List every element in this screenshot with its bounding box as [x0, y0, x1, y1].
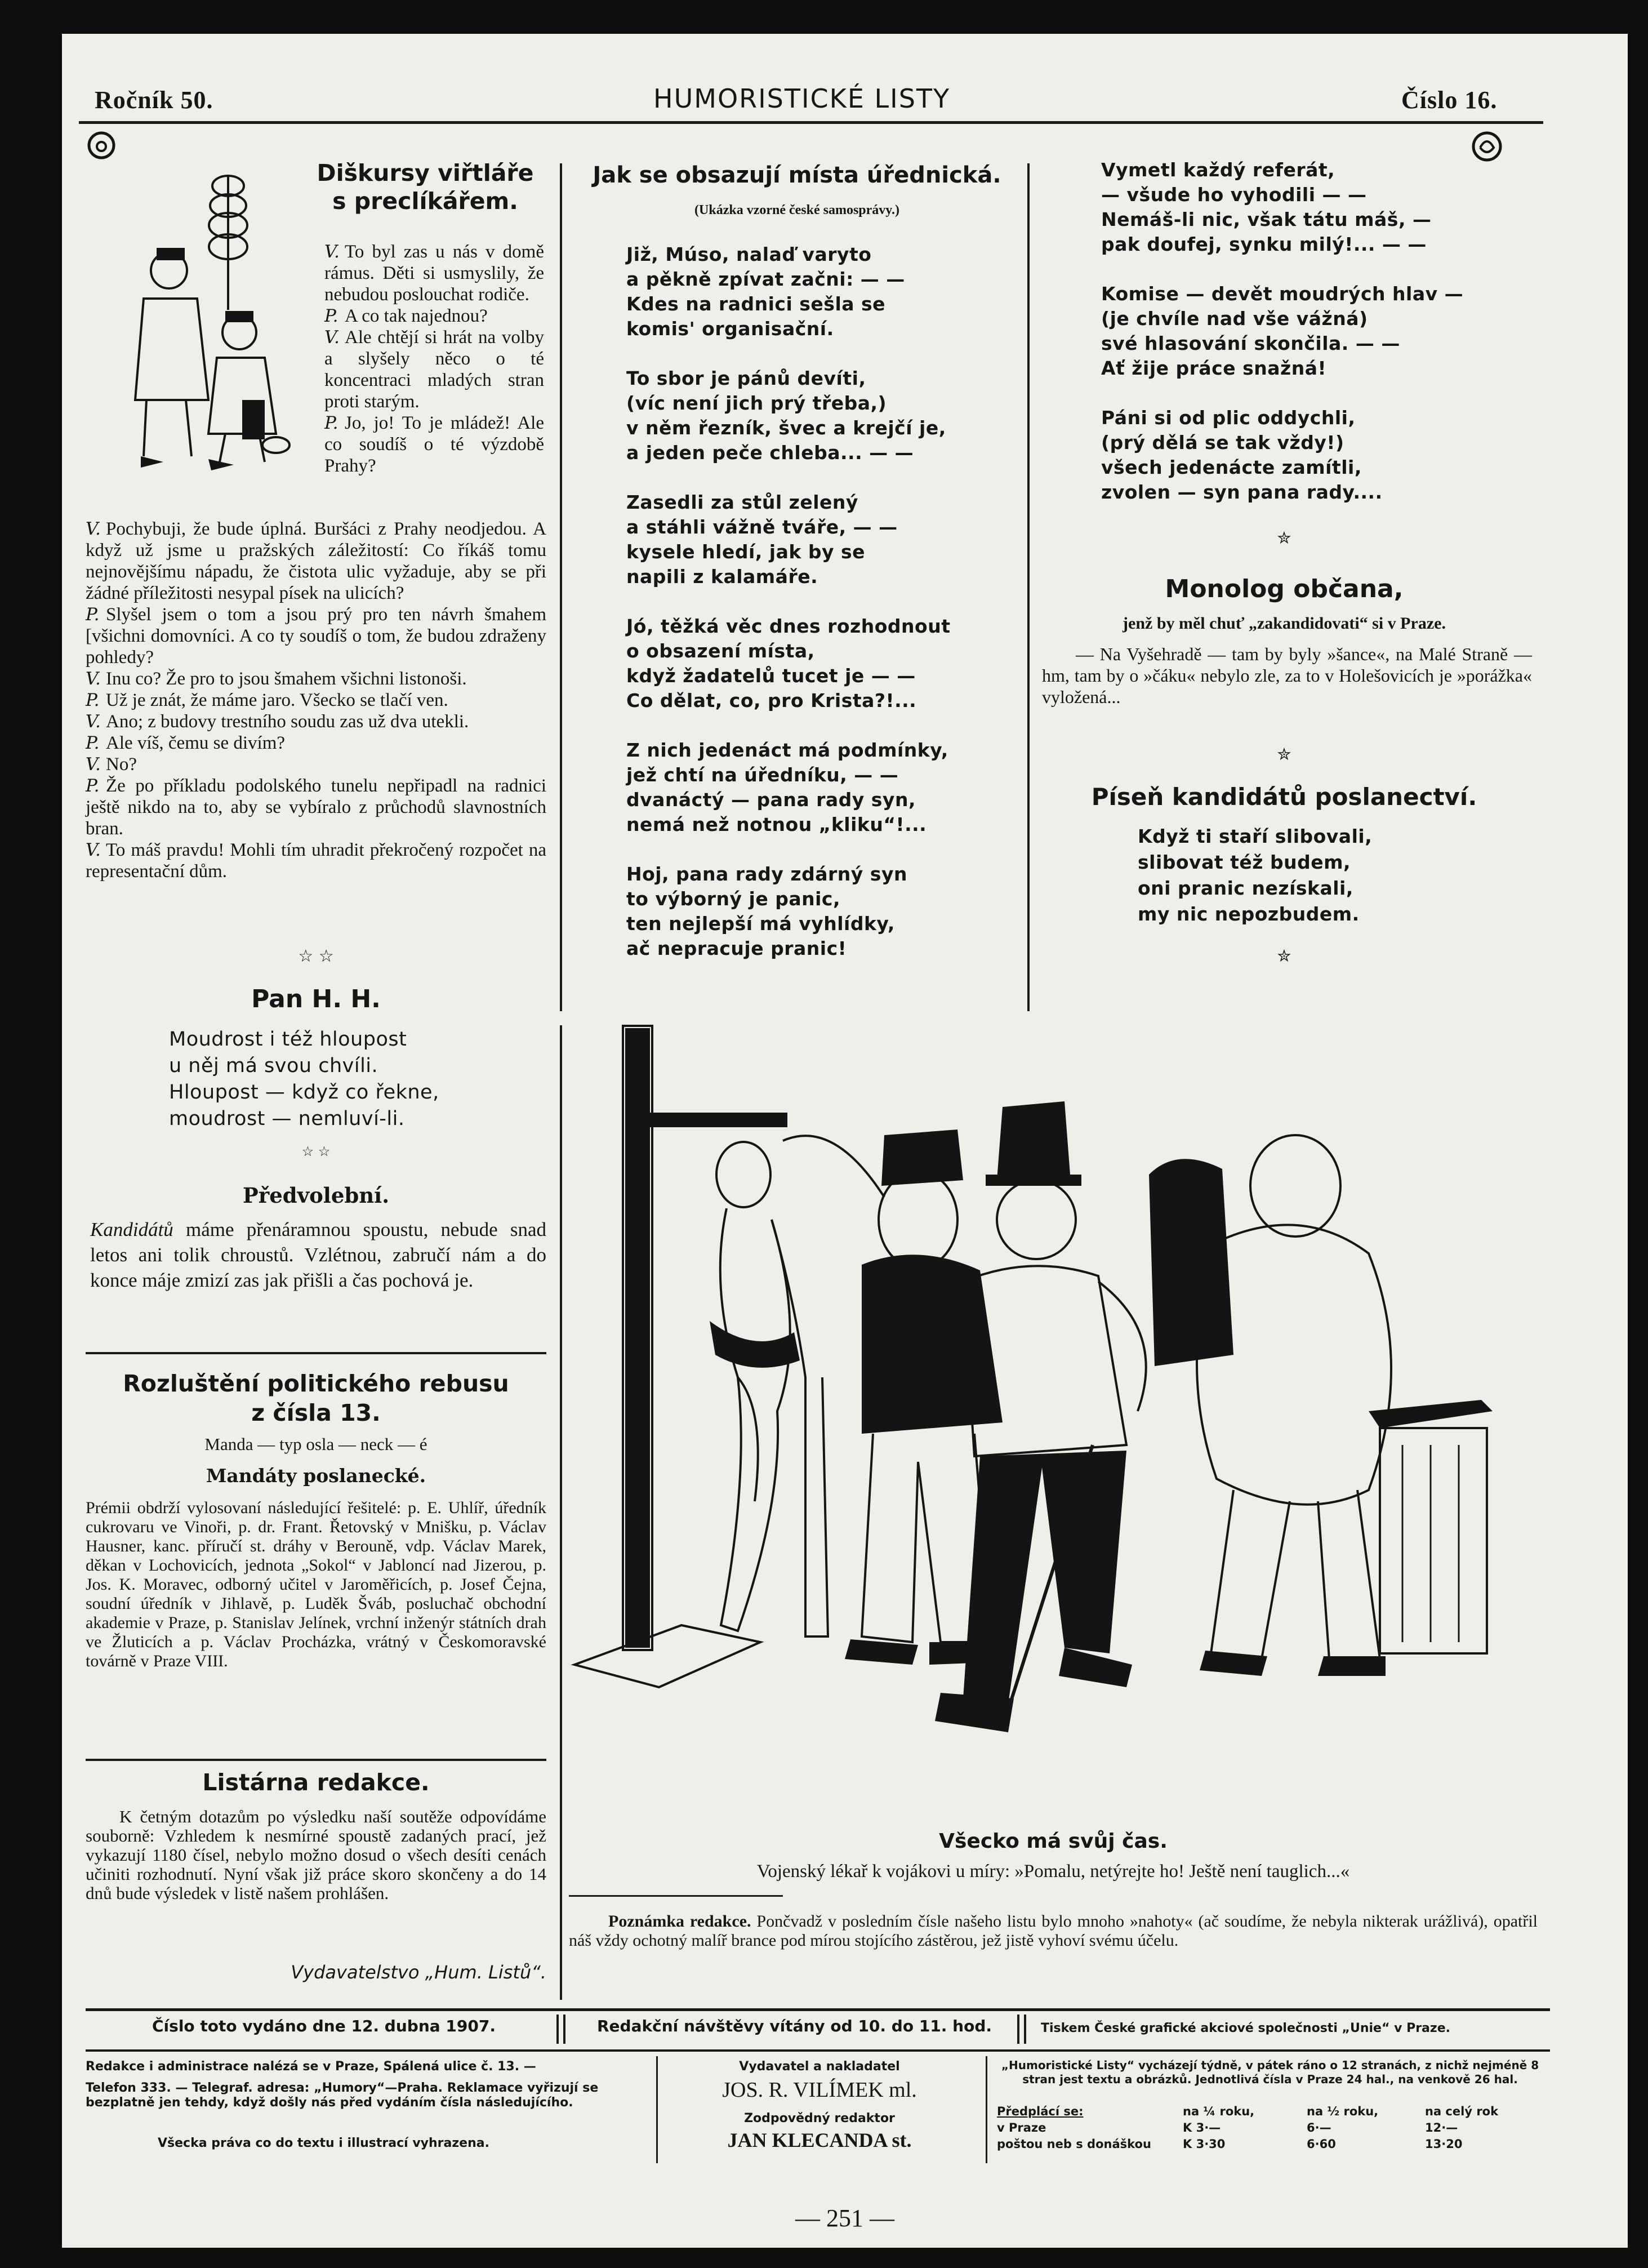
dialogue-line [86, 839, 546, 882]
dialogue-text: No? [106, 754, 137, 775]
speaker-label: P. [86, 690, 100, 710]
monolog-subtitle: jenž by měl chuť „zakandidovati“ si v Praze. [1123, 614, 1446, 633]
listarna-title: Listárna redakce. [202, 1769, 430, 1796]
speaker-label: P. [324, 306, 338, 326]
speaker-label: V. [86, 840, 101, 860]
poem-line: To sbor je pánů devíti, [626, 367, 866, 389]
diskursy-title-line2: s preclíkářem. [332, 188, 518, 215]
diskursy-stars: ☆ ☆ [298, 946, 334, 966]
price-cell: v Praze [997, 2121, 1046, 2134]
section-rule-2 [86, 1759, 546, 1761]
poem-stanza [626, 862, 1021, 961]
header-rule [79, 121, 1543, 124]
price-cell: K 3·30 [1183, 2137, 1226, 2151]
price-cell: 12·— [1425, 2121, 1458, 2134]
ornament-left-icon [84, 128, 118, 162]
footer-col-sep-2 [986, 2056, 987, 2163]
section-rule-1 [86, 1352, 546, 1354]
subscription-text: „Humoristické Listy“ vycházejí týdně, v pátek ráno o 12 stranách, z nichž nejméně 8 stran jest textu a obrázků. Jednotlivá čísla v Praze 24 hal., na venkově 26 hal. [1001, 2058, 1539, 2086]
editor-note [569, 1912, 1538, 1950]
price-cell: 13·20 [1425, 2137, 1463, 2151]
cartoon-title: Všecko má svůj čas. [939, 1830, 1168, 1853]
listarna-signature: Vydavatelstvo „Hum. Listů“. [291, 1962, 546, 1983]
footer-sep-4 [1024, 2014, 1026, 2044]
poem-line: jež chtí na úředníku, — — [626, 764, 899, 786]
dialogue-line [86, 604, 546, 668]
speaker-label: P. [86, 776, 100, 796]
poem-line: v něm řezník, švec a krejčí je, [626, 417, 946, 439]
dialogue-text: Pochybuji, že bude úplná. Buršáci z Prahy neodjedou. A když už jsme u pražských záležitostí: Co říkáš tomu nejnovějšímu nápadu, že čistota ulic vyžaduje, aby se při žádné příležitosti nesypal písek na ulicích? [86, 519, 546, 603]
price-cell: poštou neb s donáškou [997, 2137, 1151, 2151]
price-row [997, 2120, 1546, 2136]
diskursy-title [304, 159, 546, 215]
pan-line: u něj má svou chvíli. [169, 1055, 378, 1077]
star-1: ✮ [1277, 528, 1291, 548]
listarna-text: K četným dotazům po výsledku naší soutěže odpovídáme souborně: Vzhledem k nesmírné spoustě zadaných prací, jež vykazují 1180 čísel, nebylo možno dosud o všech desíti cenách učiniti rozhodnutí. Nyní však již práce skoro skončeny a do 14 dnů bude výsledek v listě našem prohlášen. [86, 1807, 546, 1903]
komise-poem [1101, 158, 1546, 530]
poem-line: zvolen — syn pana rady.... [1101, 481, 1383, 503]
poem-stanza [626, 738, 1021, 837]
footer-sep-3 [1017, 2014, 1019, 2044]
poem-line: ten nejlepší má vyhlídky, [626, 913, 895, 935]
dialogue-line [86, 518, 546, 604]
rebus-equation: Manda — typ osla — neck — é [204, 1434, 427, 1454]
dialogue-line [324, 241, 544, 305]
poem-line: Již, Múso, nalaď varyto [626, 243, 872, 265]
poem-stanza [626, 366, 1021, 465]
rebus-title-line1: Rozluštění politického rebusu [123, 1370, 509, 1397]
dialogue-line [86, 754, 546, 775]
pisen-title: Píseň kandidátů poslanectví. [1091, 783, 1477, 811]
dialogue-text: Už je znát, že máme jaro. Všecko se tlačí ven. [106, 690, 448, 710]
diskursy-dialogue-narrow [324, 241, 544, 477]
pan-line: Moudrost i též hloupost [169, 1028, 407, 1051]
price-cell: K 3·— [1183, 2121, 1221, 2134]
speaker-label: V. [86, 519, 101, 539]
price-cell: 6·60 [1307, 2137, 1336, 2151]
pisen-poem [1138, 824, 1532, 927]
poem-line: nemá než notnou „kliku“!... [626, 813, 927, 835]
pisen-line: my nic nepozbudem. [1138, 903, 1360, 925]
predvolebni-emphasis: Kandidátů [90, 1219, 173, 1240]
dialogue-line [86, 711, 546, 732]
dialogue-line [86, 775, 546, 839]
rebus-answer: Mandáty poslanecké. [206, 1465, 426, 1487]
poem-stanza [1101, 282, 1546, 381]
monolog-title: Monolog občana, [1165, 575, 1404, 603]
editor-note-label: Poznámka redakce. [608, 1912, 751, 1931]
star-3: ✮ [1277, 946, 1291, 966]
poem-line: když žadatelů tucet je — — [626, 665, 916, 687]
predvolebni-title: Předvolební. [242, 1183, 390, 1208]
dialogue-line [324, 305, 544, 327]
urednicka-subtitle: (Ukázka vzorné české samosprávy.) [694, 203, 899, 217]
pan-stars: ☆ ☆ [301, 1144, 331, 1159]
monolog-text: — Na Vyšehradě — tam by byly »šance«, na Malé Straně — hm, tam by o »čáku« nebylo zle, za to v Holešovicích je »porážka« vyložená... [1042, 644, 1532, 707]
dialogue-text: Že po příkladu podolského tunelu nepřipadl na radnici ještě nikdo na to, aby se vybíralo z průchodů slavnostních bran. [86, 776, 546, 839]
speaker-label: V. [324, 327, 340, 348]
dialogue-text: Jo, jo! To je mládež! Ale co soudíš o té výzdobě Prahy? [324, 413, 544, 476]
diskursy-dialogue-wide [86, 518, 546, 882]
dialogue-text: Inu co? Že pro to jsou šmahem všichni listonoši. [106, 669, 467, 689]
poem-line: (prý dělá se tak vždy!) [1101, 432, 1344, 453]
price-cell: na celý rok [1425, 2105, 1499, 2118]
diskursy-title-line1: Diškursy viřtláře [317, 159, 534, 186]
printer-note: Tiskem České grafické akciové společnosti „Unie“ v Praze. [1041, 2021, 1450, 2035]
page-number: — 251 — [795, 2204, 894, 2232]
column-rule-3 [560, 1025, 562, 2000]
poem-line: Z nich jedenáct má podmínky, [626, 739, 948, 761]
dialogue-text: Ale chtějí si hrát na volby a slyšely něco o té koncentraci mladých stran proti starým. [324, 327, 544, 412]
poem-line: Co dělat, co, pro Krista?!... [626, 690, 917, 711]
poem-line: a stáhli vážně tváře, — — [626, 516, 898, 538]
poem-line: Zasedli za stůl zelený [626, 491, 858, 513]
poem-stanza [626, 242, 1021, 341]
poem-line: (je chvíle nad vše vážná) [1101, 308, 1368, 330]
pan-line: moudrost — nemluví-li. [169, 1108, 405, 1130]
poem-line: — všude ho vyhodili — — [1101, 184, 1367, 206]
masthead-title: HUMORISTICKÉ LISTY [653, 83, 951, 114]
newspaper-page [62, 34, 1628, 2248]
poem-stanza [1101, 158, 1546, 257]
price-cell: na ½ roku, [1307, 2105, 1379, 2118]
pan-poem [169, 1026, 529, 1132]
speaker-label: V. [86, 711, 101, 732]
poem-line: a jeden peče chleba... — — [626, 442, 914, 464]
publisher-name: JOS. R. VILÍMEK ml. [722, 2078, 917, 2102]
issue-number: Číslo 16. [1401, 86, 1498, 114]
poem-line: Nemáš-li nic, však tátu máš, — [1101, 208, 1432, 230]
poem-line: Páni si od plic oddychli, [1101, 407, 1356, 429]
dialogue-line [86, 668, 546, 690]
price-header-row [997, 2104, 1546, 2120]
pisen-line: Když ti staří slibovali, [1138, 825, 1373, 847]
poem-line: a pěkně zpívat začni: — — [626, 268, 905, 290]
urednicka-title: Jak se obsazují místa úřednická. [593, 162, 1001, 188]
dialogue-text: To máš pravdu! Mohli tím uhradit překročený rozpočet na representační dům. [86, 840, 546, 882]
column-rule-1 [560, 163, 562, 1011]
column-rule-2 [1027, 163, 1030, 1011]
dialogue-text: Ale víš, čemu se divím? [106, 733, 286, 753]
poem-line: Vymetl každý referát, [1101, 159, 1335, 181]
dialogue-line [86, 732, 546, 754]
speaker-label: V. [86, 754, 101, 775]
poem-line: dvanáctý — pana rady syn, [626, 789, 916, 811]
poem-line: kysele hledí, jak by se [626, 541, 865, 563]
footer-sep-2 [563, 2014, 565, 2044]
editor-name: JAN KLECANDA st. [727, 2129, 912, 2151]
publisher-label: Vydavatel a nakladatel [739, 2060, 900, 2074]
issue-date: Číslo toto vydáno dne 12. dubna 1907. [152, 2017, 496, 2035]
dialogue-line [86, 690, 546, 711]
pisen-line: oni pranic nezískali, [1138, 877, 1353, 899]
speaker-label: P. [86, 733, 100, 753]
poem-line: to výborný je panic, [626, 888, 840, 910]
predvolebni-body: máme přenáramnou spoustu, nebude snad letos ani tolik chroustů. Vzlétnou, zabručí nám a do konce máje zmizí zas jak přišli a čas pochová je. [90, 1219, 546, 1291]
price-cell: 6·— [1307, 2121, 1331, 2134]
admin-line-2: Telefon 333. — Telegraf. adresa: „Humory“—Praha. Reklamace vyřizují se bezplatně jen tehdy, když došly nás před vydáním čísla následujícího. [86, 2081, 599, 2110]
footer-rule-mid [86, 2049, 1550, 2052]
footer-col-sep-1 [656, 2056, 658, 2163]
price-row [997, 2136, 1546, 2153]
dialogue-text: To byl zas u nás v domě rámus. Děti si usmyslily, že nebudou poslouchat rodiče. [324, 242, 544, 305]
speaker-label: V. [324, 242, 340, 262]
dialogue-line [324, 412, 544, 477]
poem-line: všech jedenácte zamítli, [1101, 456, 1362, 478]
poem-line: pak doufej, synku milý!... — — [1101, 233, 1427, 255]
price-cell: Předplácí se: [997, 2105, 1084, 2118]
price-cell: na ¼ roku, [1183, 2105, 1255, 2118]
rights-note: Všecka práva co do textu i illustrací vyhrazena. [158, 2136, 489, 2150]
pisen-line: slibovat též budem, [1138, 851, 1351, 873]
caption-rule [569, 1895, 783, 1897]
poem-line: o obsazení místa, [626, 640, 815, 662]
poem-stanza [626, 490, 1021, 589]
poem-stanza [626, 614, 1021, 713]
urednicka-poem [626, 242, 1021, 986]
footer-sep-1 [556, 2014, 559, 2044]
rebus-winners: Prémii obdrží vylosovaní následující řešitelé: p. E. Uhlíř, úředník cukrovaru ve Vinoři, p. dr. Frant. Řetovský v Mnišku, p. Václav Hausner, kanc. příručí st. dráhy v Berouně, vdp. Václav Marek, děkan v Lochovicích, jednota „Sokol“ v Jabloncí nad Jizerou, p. Jos. K. Moravec, odborný učitel v Jaroměřicích, p. Josef Čejna, soudní úředník v Jihlavě, p. Luděk Šváb, posluchač obchodní akademie v Praze, p. Stanislav Jelínek, vrchní inženýr státních drah ve Žluticích a p. Václav Procházka, vrátný v Českomoravské továrně v Praze VIII. [86, 1498, 546, 1670]
poem-line: ač nepracuje pranic! [626, 937, 847, 959]
dialogue-line [324, 327, 544, 412]
footer-rule-top [86, 2008, 1550, 2011]
poem-line: své hlasování skončila. — — [1101, 332, 1400, 354]
visit-hours: Redakční návštěvy vítány od 10. do 11. hod. [597, 2017, 992, 2035]
editor-note-body: Pončvadž v posledním čísle našeho listu bylo mnoho »nahoty« (ač soudíme, že nebyla nikterak urážlivá), opatřil náš vždy ochotný malíř brance pod mírou stojícího zástěrou, jež jistě vyhoví svému účelu. [569, 1912, 1538, 1950]
volume-label: Ročník 50. [95, 86, 213, 114]
dialogue-text: Ano; z budovy trestního soudu zas už dva utekli. [106, 711, 469, 732]
poem-stanza [1101, 406, 1546, 505]
pan-title: Pan H. H. [251, 985, 381, 1013]
rebus-title [86, 1369, 546, 1427]
poem-line: Kdes na radnici sešla se [626, 293, 886, 315]
predvolebni-text [90, 1217, 546, 1293]
poem-line: napili z kalamáře. [626, 566, 818, 588]
editor-label: Zodpovědný redaktor [744, 2111, 895, 2125]
poem-line: Hoj, pana rady zdárný syn [626, 863, 907, 885]
vendors-illustration [90, 163, 293, 479]
dialogue-text: Slyšel jsem o tom a jsou prý pro ten návrh šmahem [všichni domovníci. A co ty soudíš o tom, že budou zdraženy pohledy? [86, 604, 546, 668]
speaker-label: P. [324, 413, 338, 433]
cartoon-caption: Vojenský lékař k vojákovi u míry: »Pomalu, netýrejte ho! Ještě není tauglich...« [756, 1861, 1350, 1882]
cartoon-illustration [569, 1017, 1538, 1834]
admin-line-1: Redakce i administrace nalézá se v Praze, Spálená ulice č. 13. — [86, 2060, 536, 2074]
poem-line: komis' organisační. [626, 318, 834, 340]
pan-line: Hloupost — když co řekne, [169, 1081, 439, 1104]
dialogue-text: A co tak najednou? [345, 306, 488, 326]
speaker-label: P. [86, 604, 100, 625]
poem-line: Jó, těžká věc dnes rozhodnout [626, 615, 951, 637]
speaker-label: V. [86, 669, 101, 689]
star-2: ✮ [1277, 745, 1291, 764]
poem-line: Ať žije práce snažná! [1101, 357, 1327, 379]
poem-line: Komise — devět moudrých hlav — [1101, 283, 1464, 305]
poem-line: (víc není jich prý třeba,) [626, 392, 887, 414]
rebus-title-line2: z čísla 13. [251, 1399, 381, 1426]
price-table [997, 2104, 1546, 2153]
